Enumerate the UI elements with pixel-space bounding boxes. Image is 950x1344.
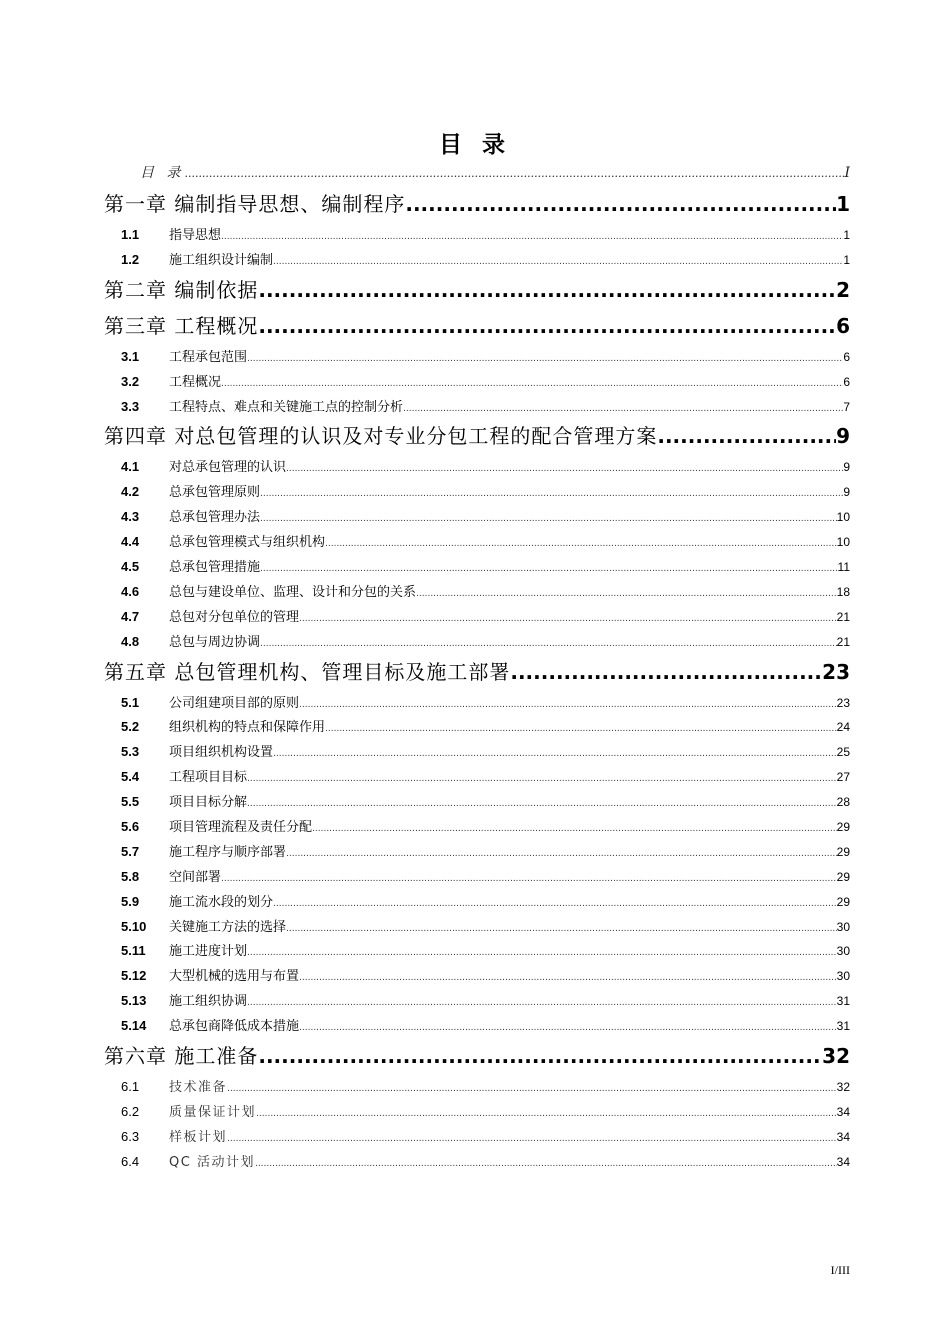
section-number: 5.11	[121, 943, 146, 959]
section-title: 施工程序与顺序部署	[169, 844, 287, 860]
section-page: 34	[836, 1154, 850, 1169]
dot-leader	[247, 774, 837, 784]
section-number: 5.8	[121, 868, 140, 884]
chapter-page: 1	[836, 192, 850, 216]
section-page: 25	[836, 745, 850, 760]
section-number: 4.4	[121, 534, 140, 550]
section-number: 5.12	[121, 968, 147, 984]
dot-leader	[273, 257, 843, 267]
section-page: 34	[836, 1129, 850, 1144]
section-number: 3.2	[121, 373, 140, 389]
toc-entry-page: I	[844, 165, 850, 181]
section-page: 24	[836, 720, 850, 735]
section-title: 施工组织协调	[169, 994, 248, 1010]
section-title: 项目管理流程及责任分配	[169, 820, 313, 836]
section-page: 6	[843, 349, 850, 364]
section-number: 5.6	[121, 819, 140, 835]
section-number: 5.10	[121, 918, 147, 934]
dot-leader	[247, 354, 843, 364]
section-entry[interactable]	[104, 224, 850, 249]
section-entry[interactable]	[104, 940, 850, 965]
section-title: 技术准备	[169, 1080, 228, 1096]
dot-leader	[299, 1023, 837, 1033]
section-number: 5.4	[121, 769, 140, 785]
dot-leader	[247, 998, 837, 1008]
section-entry[interactable]	[104, 631, 850, 656]
dot-leader	[260, 489, 843, 499]
dot-leader	[405, 192, 836, 216]
section-title: 空间部署	[169, 869, 222, 885]
section-number: 5.14	[121, 1018, 147, 1034]
section-title: 总包与周边协调	[169, 634, 261, 650]
section-entry[interactable]	[104, 1101, 850, 1126]
table-of-contents	[104, 162, 850, 1176]
dot-leader	[221, 874, 837, 884]
section-title: 对总承包管理的认识	[169, 460, 287, 476]
section-page: 10	[836, 535, 850, 550]
dot-leader	[299, 700, 837, 710]
section-page: 10	[836, 510, 850, 525]
section-title: 施工组织设计编制	[169, 252, 274, 268]
section-title: 工程项目目标	[169, 770, 248, 786]
section-number: 5.9	[121, 893, 140, 909]
dot-leader	[260, 514, 837, 524]
section-number: 6.3	[121, 1128, 140, 1144]
dot-leader	[416, 589, 837, 599]
section-page: 29	[836, 869, 850, 884]
section-title: 总包与建设单位、监理、设计和分包的关系	[169, 584, 417, 600]
section-page: 11	[837, 560, 850, 575]
section-title: 样板计划	[169, 1129, 228, 1145]
section-title: 施工进度计划	[169, 944, 248, 960]
section-title: 工程特点、难点和关键施工点的控制分析	[169, 399, 404, 415]
page-indicator: I/III	[830, 1263, 850, 1277]
section-title: 工程承包范围	[169, 349, 248, 365]
section-entry[interactable]	[104, 1015, 850, 1040]
section-title: 关键施工方法的选择	[169, 919, 287, 935]
chapter-entry[interactable]	[104, 1040, 850, 1076]
section-entry[interactable]	[104, 791, 850, 816]
chapter-entry[interactable]	[104, 274, 850, 310]
section-entry[interactable]	[104, 816, 850, 841]
dot-leader	[312, 824, 837, 834]
dot-leader	[260, 639, 837, 649]
section-number: 3.1	[121, 348, 140, 364]
section-entry[interactable]	[104, 716, 850, 741]
chapter-page: 9	[836, 424, 850, 449]
section-page: 21	[836, 609, 850, 624]
section-page: 9	[843, 460, 850, 475]
section-title: 工程概况	[169, 374, 222, 390]
chapter-entry[interactable]	[104, 188, 850, 224]
section-title: 总承包管理原则	[169, 485, 261, 501]
dot-leader	[247, 799, 837, 809]
dot-leader	[227, 1134, 837, 1144]
section-number: 4.6	[121, 583, 140, 599]
section-title: 指导思想	[169, 228, 222, 243]
section-entry[interactable]	[104, 916, 850, 941]
section-page: 23	[836, 695, 850, 710]
section-title: 大型机械的选用与布置	[169, 969, 300, 985]
chapter-title: 第六章 施工准备	[104, 1044, 259, 1069]
section-entry[interactable]	[104, 841, 850, 866]
section-entry[interactable]	[104, 1076, 850, 1101]
section-title: 总承包管理模式与组织机构	[169, 535, 326, 551]
section-entry[interactable]	[104, 692, 850, 717]
section-number: 4.8	[121, 633, 140, 649]
section-number: 5.13	[121, 993, 147, 1009]
section-number: 1.1	[121, 227, 140, 242]
section-page: 18	[836, 584, 850, 599]
section-title: 项目目标分解	[169, 795, 248, 811]
section-title: 质量保证计划	[169, 1104, 257, 1120]
dot-leader	[299, 614, 837, 624]
section-entry[interactable]	[104, 741, 850, 766]
section-entry[interactable]	[104, 346, 850, 371]
dot-leader	[255, 1159, 837, 1169]
section-number: 5.7	[121, 843, 140, 859]
section-number: 5.5	[121, 794, 140, 810]
chapter-title: 第三章 工程概况	[104, 313, 259, 338]
section-page: 30	[836, 944, 850, 959]
dot-leader	[657, 424, 836, 448]
chapter-title: 第五章 总包管理机构、管理目标及施工部署	[104, 659, 511, 684]
section-page: 6	[843, 374, 850, 389]
chapter-entry[interactable]	[104, 656, 850, 692]
section-number: 4.2	[121, 484, 140, 500]
chapter-entry[interactable]	[104, 310, 850, 346]
section-entry[interactable]	[104, 990, 850, 1015]
section-entry[interactable]	[104, 581, 850, 606]
section-entry[interactable]	[104, 396, 850, 421]
section-page: 30	[836, 969, 850, 984]
dot-leader	[221, 232, 843, 242]
section-title: 施工流水段的划分	[169, 894, 274, 910]
section-number: 4.7	[121, 608, 140, 624]
chapter-page: 23	[822, 659, 850, 684]
section-title: 组织机构的特点和保障作用	[169, 720, 326, 736]
section-entry[interactable]	[104, 1151, 850, 1176]
section-entry[interactable]	[104, 606, 850, 631]
toc-entry-label: 目 录	[140, 165, 185, 181]
dot-leader	[184, 167, 844, 180]
section-title: 项目组织机构设置	[169, 745, 274, 761]
section-entry[interactable]	[104, 556, 850, 581]
section-entry[interactable]	[104, 249, 850, 274]
section-title: 总承包管理办法	[169, 510, 261, 526]
section-page: 29	[836, 844, 850, 859]
section-page: 32	[836, 1080, 850, 1095]
section-page: 28	[836, 795, 850, 810]
chapter-page: 32	[822, 1044, 850, 1069]
section-number: 6.1	[121, 1079, 140, 1095]
section-number: 5.2	[121, 719, 140, 735]
dot-leader	[325, 539, 837, 549]
section-title: QC 活动计划	[169, 1154, 255, 1170]
dot-leader	[258, 1044, 822, 1068]
section-entry[interactable]	[104, 866, 850, 891]
section-page: 29	[836, 894, 850, 909]
section-entry[interactable]	[104, 481, 850, 506]
toc-title: 目 录	[438, 131, 511, 158]
dot-leader	[299, 973, 837, 983]
section-page: 31	[836, 994, 850, 1009]
section-entry[interactable]	[104, 1126, 850, 1151]
chapter-entry[interactable]	[104, 420, 850, 456]
dot-leader	[325, 724, 837, 734]
section-number: 4.5	[121, 559, 140, 575]
dot-leader	[260, 564, 838, 574]
dot-leader	[258, 278, 836, 302]
section-page: 31	[836, 1019, 850, 1034]
section-number: 6.4	[121, 1153, 140, 1169]
section-number: 4.3	[121, 509, 140, 525]
section-page: 27	[836, 770, 850, 785]
chapter-page: 2	[836, 277, 850, 302]
section-page: 7	[843, 399, 850, 414]
section-page: 29	[836, 820, 850, 835]
chapter-title: 第一章 编制指导思想、编制程序	[104, 192, 406, 216]
dot-leader	[286, 924, 837, 934]
section-title: 总承包管理措施	[169, 560, 261, 576]
dot-leader	[256, 1109, 837, 1119]
chapter-page: 6	[836, 313, 850, 338]
section-number: 5.3	[121, 744, 140, 760]
section-entry[interactable]	[104, 965, 850, 990]
dot-leader	[221, 379, 843, 389]
dot-leader	[227, 1084, 837, 1094]
section-title: 总承包商降低成本措施	[169, 1019, 300, 1035]
section-entry[interactable]	[104, 506, 850, 531]
chapter-title: 第四章 对总包管理的认识及对专业分包工程的配合管理方案	[104, 424, 658, 449]
section-page: 1	[843, 228, 850, 242]
section-title: 公司组建项目部的原则	[169, 695, 300, 711]
section-entry[interactable]	[104, 766, 850, 791]
dot-leader	[286, 849, 837, 859]
dot-leader	[273, 749, 837, 759]
section-entry[interactable]	[104, 456, 850, 481]
section-page: 34	[836, 1104, 850, 1119]
section-entry[interactable]	[104, 371, 850, 396]
section-title: 总包对分包单位的管理	[169, 609, 300, 625]
dot-leader	[510, 660, 822, 684]
section-page: 21	[836, 634, 850, 649]
section-entry[interactable]	[104, 531, 850, 556]
section-page: 30	[836, 919, 850, 934]
toc-entry-toc[interactable]	[140, 162, 850, 188]
section-number: 5.1	[121, 694, 140, 710]
dot-leader	[247, 948, 837, 958]
dot-leader	[286, 464, 843, 474]
section-number: 3.3	[121, 398, 140, 414]
dot-leader	[258, 314, 836, 338]
section-number: 6.2	[121, 1103, 140, 1119]
dot-leader	[273, 899, 837, 909]
chapter-title: 第二章 编制依据	[104, 277, 259, 302]
section-page: 9	[843, 485, 850, 500]
section-number: 1.2	[121, 251, 140, 267]
section-page: 1	[843, 252, 850, 267]
dot-leader	[403, 404, 843, 414]
section-entry[interactable]	[104, 891, 850, 916]
section-number: 4.1	[121, 459, 140, 475]
